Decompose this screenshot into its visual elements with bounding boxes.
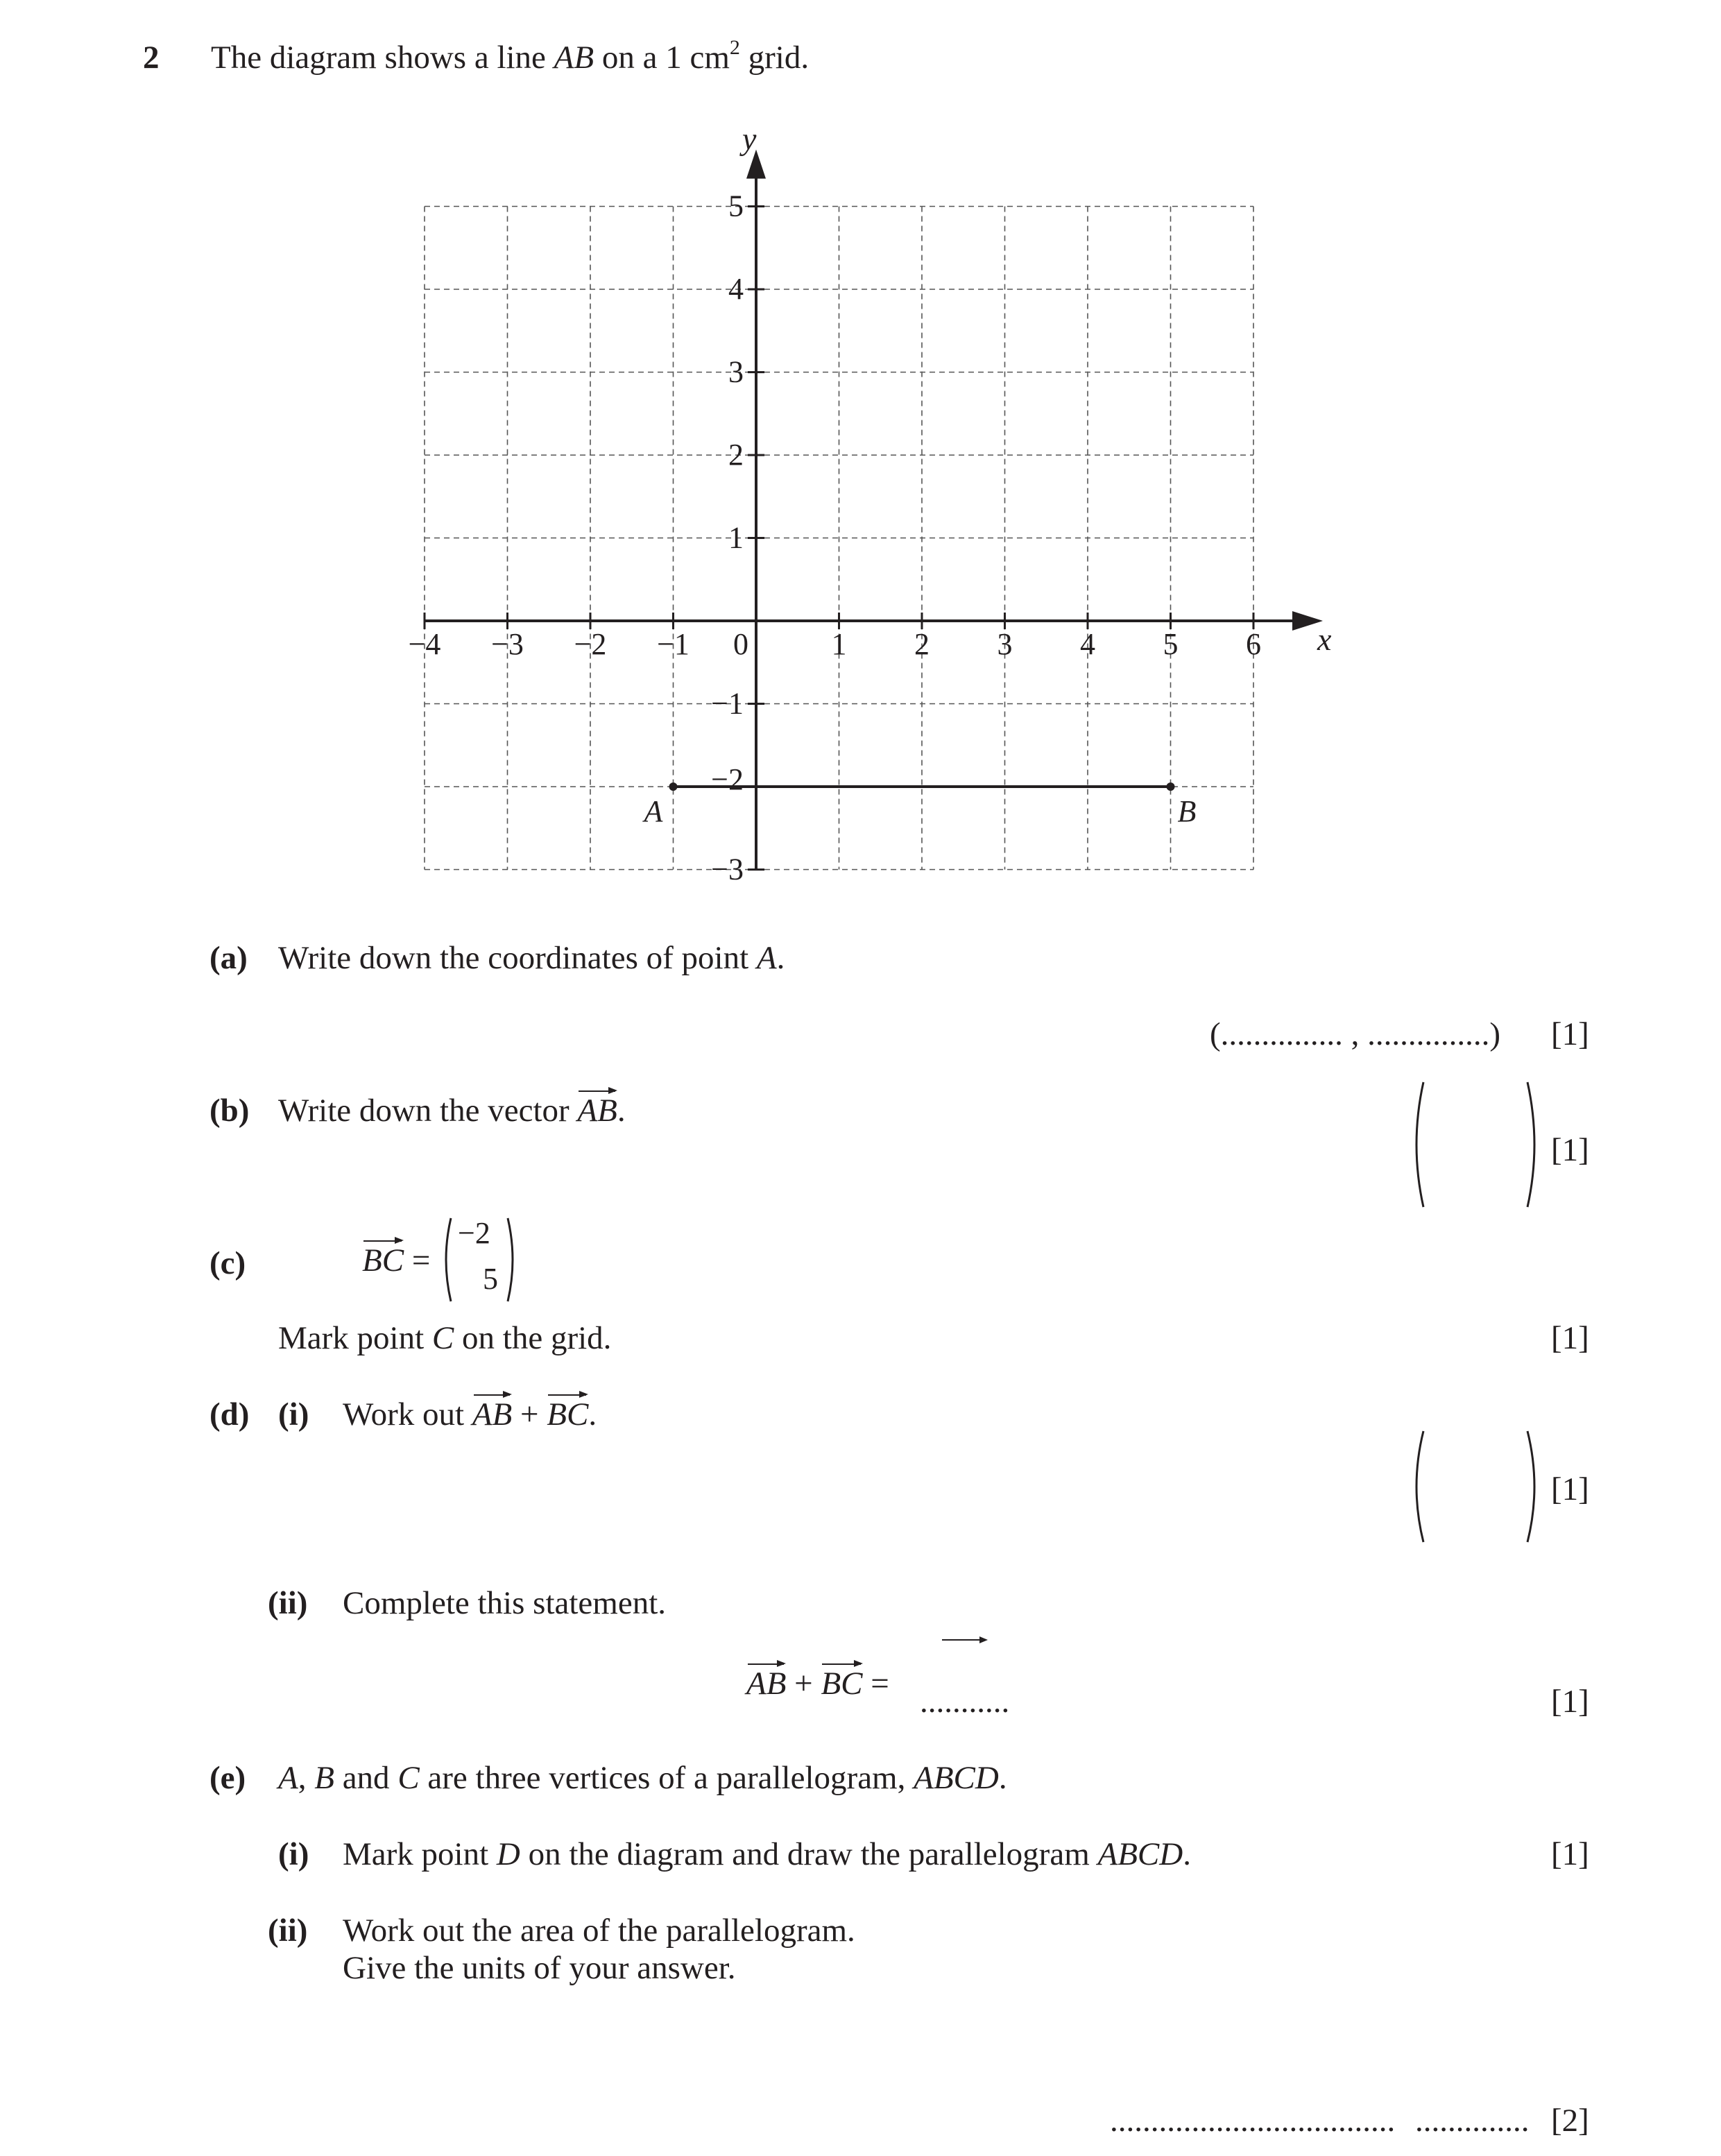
x-tick-label: 3 bbox=[997, 627, 1013, 661]
y-axis-label: y bbox=[742, 121, 757, 157]
question-intro: The diagram shows a line AB on a 1 $cm^2$ grid. bbox=[211, 36, 810, 76]
right-paren bbox=[1527, 1431, 1534, 1542]
answer-y-dots[interactable]: ............... bbox=[1367, 1016, 1490, 1052]
marks-e-i: [1] bbox=[1551, 1836, 1589, 1872]
point-a bbox=[669, 782, 678, 791]
y-tick-label: 5 bbox=[728, 189, 744, 223]
part-e-ii-label: (ii) bbox=[268, 1913, 308, 1949]
part-b-label: (b) bbox=[209, 1093, 250, 1129]
part-d-i-question: Work out AB + BC. bbox=[343, 1396, 597, 1432]
question-number: 2 bbox=[143, 40, 160, 76]
marks-d-ii: [1] bbox=[1551, 1684, 1589, 1720]
part-d-i-label: (i) bbox=[278, 1396, 309, 1432]
part-e-i-question: Mark point D on the diagram and draw the parallelogram ABCD. bbox=[343, 1836, 1191, 1872]
vector-ab: AB bbox=[577, 1093, 617, 1129]
part-d-ii-question: Complete this statement. bbox=[343, 1585, 667, 1621]
y-tick-label: −3 bbox=[711, 852, 744, 887]
part-d-ii-label: (ii) bbox=[268, 1585, 308, 1621]
x-axis-label: x bbox=[1317, 622, 1332, 657]
y-tick-label: 2 bbox=[728, 438, 744, 472]
marks-b: [1] bbox=[1551, 1132, 1589, 1168]
part-e-ii-line2: Give the units of your answer. bbox=[343, 1950, 736, 1986]
point-b bbox=[1167, 782, 1175, 791]
x-tick-label: 2 bbox=[914, 627, 930, 661]
x-tick-label: 0 bbox=[733, 627, 748, 661]
vector-bc: BC bbox=[362, 1242, 404, 1278]
answer-vector-arrow bbox=[941, 1633, 989, 1647]
part-e-ii-line1: Work out the area of the parallelogram. bbox=[343, 1913, 855, 1949]
point-a-label: A bbox=[644, 794, 663, 828]
answer-area-dots[interactable]: ................................... bbox=[1110, 2103, 1396, 2139]
y-tick-label: −2 bbox=[711, 762, 744, 796]
x-tick-label: −4 bbox=[408, 627, 441, 661]
x-tick-label: 6 bbox=[1246, 627, 1261, 661]
answer-x-dots[interactable]: ............... bbox=[1220, 1016, 1343, 1052]
y-tick-label: 3 bbox=[728, 354, 744, 389]
coordinate-grid bbox=[375, 118, 1346, 895]
x-tick-label: 4 bbox=[1080, 627, 1095, 661]
part-b-question: Write down the vector AB. bbox=[278, 1093, 626, 1129]
answer-coordinates[interactable]: (............... , ...............) bbox=[1210, 1016, 1501, 1052]
answer-column-vector-d[interactable] bbox=[1408, 1428, 1547, 1546]
x-tick-label: −3 bbox=[491, 627, 524, 661]
part-d-label: (d) bbox=[209, 1396, 250, 1432]
marks-e-ii: [2] bbox=[1551, 2103, 1589, 2139]
x-tick-label: −1 bbox=[657, 627, 690, 661]
answer-units-dots[interactable]: .............. bbox=[1415, 2103, 1530, 2139]
y-tick-label: 1 bbox=[728, 520, 744, 555]
answer-column-vector-b[interactable] bbox=[1408, 1079, 1547, 1210]
bc-top: −2 bbox=[458, 1216, 490, 1250]
bc-bottom: 5 bbox=[483, 1262, 498, 1296]
right-paren bbox=[1527, 1082, 1534, 1207]
marks-c: [1] bbox=[1551, 1320, 1589, 1356]
part-e-label: (e) bbox=[209, 1760, 246, 1796]
part-a-question: Write down the coordinates of point A. bbox=[278, 940, 785, 976]
x-tick-label: 5 bbox=[1163, 627, 1179, 661]
x-tick-label: 1 bbox=[831, 627, 847, 661]
answer-vector-dots[interactable]: ........... bbox=[920, 1684, 1010, 1720]
left-paren bbox=[1416, 1431, 1423, 1542]
y-tick-label: 4 bbox=[728, 272, 744, 306]
y-tick-label: −1 bbox=[711, 686, 744, 721]
left-paren bbox=[1416, 1082, 1423, 1207]
marks-a: [1] bbox=[1551, 1016, 1589, 1052]
part-e-i-label: (i) bbox=[278, 1836, 309, 1872]
part-c-label: (c) bbox=[209, 1245, 246, 1281]
marks-d-i: [1] bbox=[1551, 1471, 1589, 1507]
part-a-label: (a) bbox=[209, 940, 248, 976]
part-c-instruction: Mark point C on the grid. bbox=[278, 1320, 612, 1356]
x-tick-label: −2 bbox=[574, 627, 607, 661]
part-c-vector-eq: BC = bbox=[362, 1242, 431, 1278]
part-e-intro: A, B and C are three vertices of a parallelogram, ABCD. bbox=[278, 1760, 1007, 1796]
point-b-label: B bbox=[1177, 794, 1197, 828]
part-d-ii-statement: AB + BC = bbox=[746, 1666, 889, 1702]
